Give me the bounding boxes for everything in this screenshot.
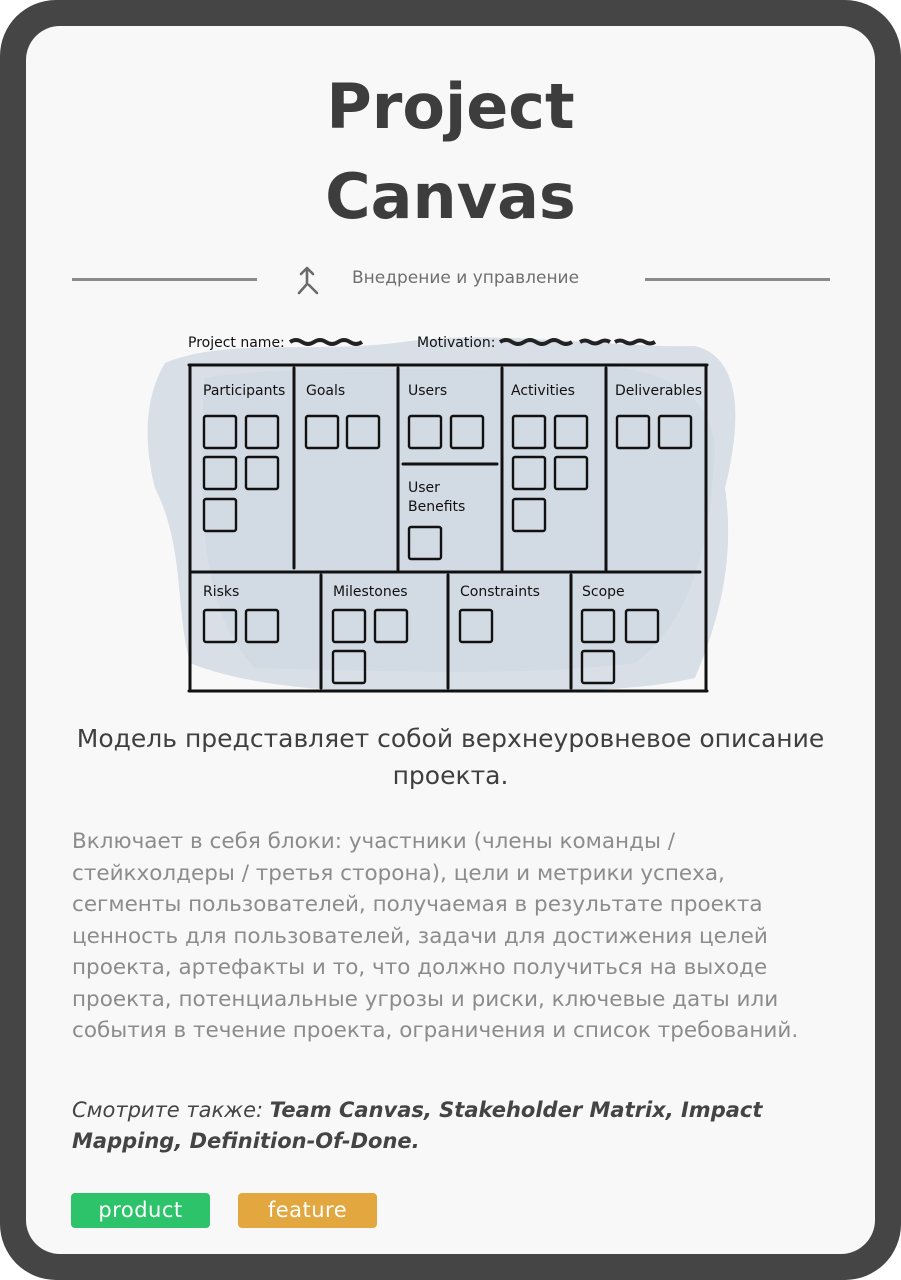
card-lead: Модель представляет собой верхнеуровневое описание проекта. xyxy=(76,724,825,790)
see-also-links[interactable]: Team Canvas, Stakeholder Matrix, Impact Mapping, Definition-Of-Done. xyxy=(72,1098,763,1153)
motivation-label: Motivation: xyxy=(417,335,496,351)
block-scope: Scope xyxy=(582,584,625,600)
block-activities: Activities xyxy=(511,383,575,399)
block-deliverables: Deliverables xyxy=(615,383,703,399)
scribble xyxy=(290,340,362,344)
block-participants: Participants xyxy=(203,383,286,399)
project-canvas-illustration xyxy=(135,318,765,703)
card-description: Включает в себя блоки: участники (члены команды / стейкхолдеры / третья сторона), цели и метрики успеха, сегменты пользователей, получаемая в результате проекта ценность для пользователей, задачи для достижения целей проекта, артефакты и то, что должно получиться на выходе проекта, потенциальные угрозы и риски, ключевые даты или события в течение проекта, ограничения и список требований. xyxy=(72,829,799,1043)
project-name-label: Project name: xyxy=(188,335,285,351)
divider-left xyxy=(72,278,257,281)
title-line-1: Project xyxy=(326,70,575,143)
see-also xyxy=(72,1095,829,1157)
block-user-benefits-line2: Benefits xyxy=(408,499,466,515)
block-risks: Risks xyxy=(203,584,240,600)
block-constraints: Constraints xyxy=(460,584,540,600)
block-goals: Goals xyxy=(306,383,346,399)
tag-feature[interactable]: feature xyxy=(238,1193,377,1228)
block-user-benefits-line1: User xyxy=(408,480,440,496)
card-title xyxy=(0,62,901,242)
category-label: Внедрение и управление xyxy=(352,268,580,288)
merge-arrow-icon xyxy=(293,265,323,295)
divider-right xyxy=(645,278,830,281)
block-milestones: Milestones xyxy=(333,584,408,600)
tag-product[interactable]: product xyxy=(71,1193,210,1228)
see-also-label: Смотрите также: xyxy=(72,1098,264,1122)
title-line-2: Canvas xyxy=(325,160,576,233)
block-users: Users xyxy=(408,383,448,399)
